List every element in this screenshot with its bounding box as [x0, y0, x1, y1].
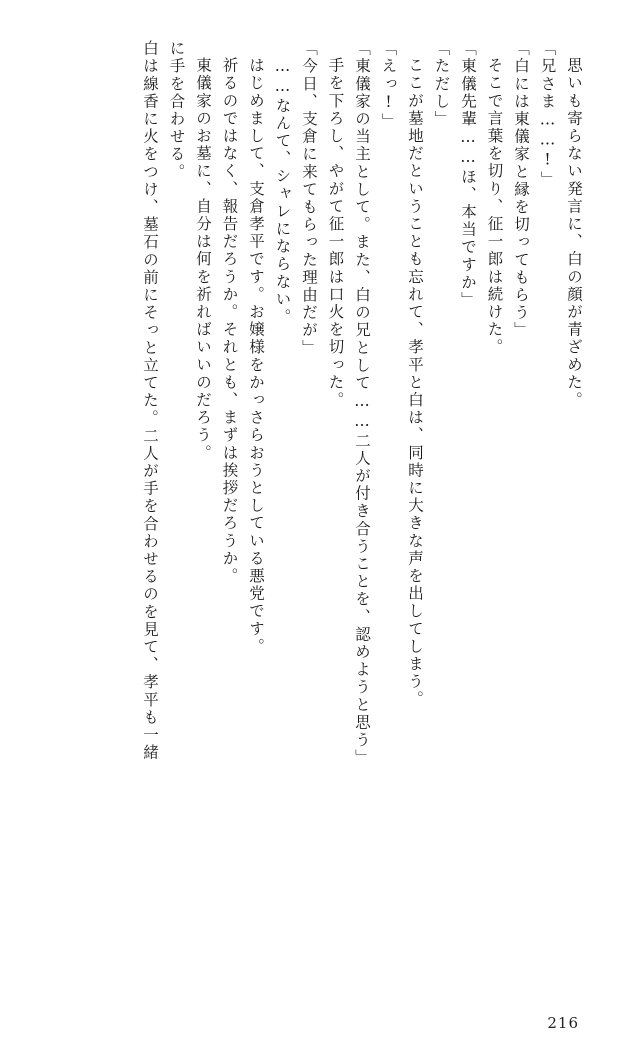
- text-column: 「東儀家の当主として。また、白の兄として……二人が付き合うことを、認めようと思う」: [353, 40, 371, 767]
- text-column: 祈るのではなく、報告だろうか。それとも、まずは挨拶だろうか。: [220, 57, 239, 585]
- text-column: 東儀家のお墓に、自分は何を祈ればいいのだろう。: [194, 57, 212, 462]
- page-number: 216: [547, 1014, 579, 1032]
- text-column: そこで言葉を切り、征一郎は続けた。: [485, 57, 504, 357]
- body-text: [131, 40, 582, 960]
- text-column: 「ただし」: [432, 40, 451, 128]
- text-column: 「東儀先輩……ほ、本当ですか」: [459, 40, 477, 309]
- text-column: 「兄さま……!」: [538, 40, 557, 189]
- text-column: 「白には東儀家と縁を切ってもらう」: [512, 40, 530, 340]
- text-column: 「えっ!」: [379, 40, 398, 131]
- text-column: 白は線香に火をつけ、墓石の前にそっと立てた。二人が手を合わせるのを見て、孝平も一緒: [141, 40, 159, 762]
- text-column: はじめまして、支倉孝平です。お嬢様をかっさらおうとしている悪党です。: [247, 57, 265, 656]
- text-column: に手を合わせる。: [167, 40, 186, 181]
- text-column: 手を下ろし、やがて征一郎は口火を切った。: [326, 57, 345, 409]
- text-column: 「今日、支倉に来てもらった理由だが」: [300, 40, 318, 357]
- text-column: ……なんて、シャレにならない。: [273, 57, 292, 326]
- text-column: ここが墓地だということも忘れて、孝平と白は、同時に大きな声を出してしまう。: [406, 57, 424, 709]
- text-column: 思いも寄らない発言に、白の顔が青ざめた。: [565, 57, 583, 409]
